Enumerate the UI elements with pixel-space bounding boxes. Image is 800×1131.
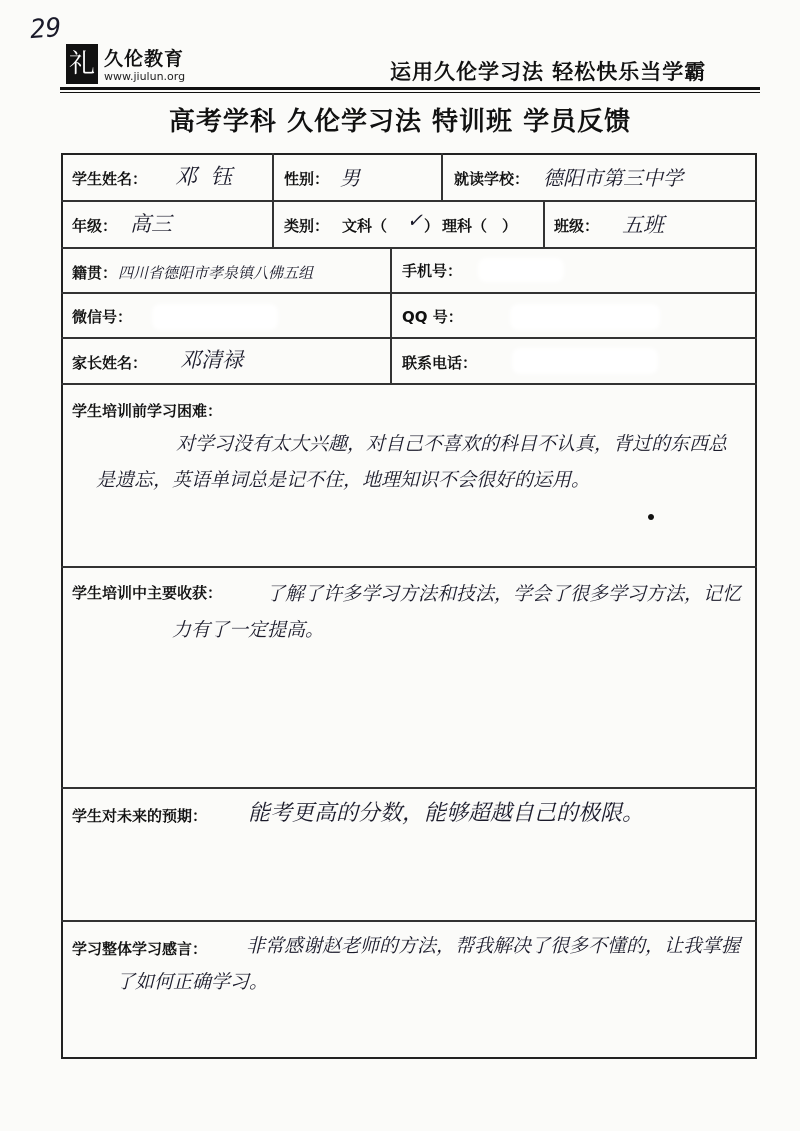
class-value: 五班 [622, 213, 664, 237]
category-liberal-checkmark: ✓ [408, 208, 422, 233]
category-label: 类别： [284, 217, 330, 235]
hometown-label: 籍贯： [72, 264, 118, 282]
brand-logo: 礼 [66, 44, 98, 84]
phone-label: 手机号： [402, 262, 463, 280]
school-label: 就读学校： [454, 170, 530, 188]
phone-redacted [478, 258, 564, 282]
wechat-redacted [152, 304, 278, 330]
row-divider [61, 292, 757, 294]
overall-text: 非常感谢赵老师的方法，帮我解决了很多不懂的，让我掌握了如何正确学习。 [116, 935, 741, 993]
future-label: 学生对未来的预期： [72, 807, 208, 825]
qq-label: QQ 号： [402, 308, 463, 326]
header-rule [60, 87, 760, 90]
col-divider [272, 200, 274, 247]
col-divider [272, 153, 274, 200]
row-divider [61, 200, 757, 202]
ink-dot [648, 514, 654, 520]
col-divider [543, 200, 545, 247]
category-liberal-option: 文科（ [342, 217, 388, 235]
row-divider [61, 247, 757, 249]
slogan: 运用久伦学习法 轻松快乐当学霸 [390, 60, 707, 84]
category-science-option: 理科（ ） [442, 217, 518, 235]
col-divider [390, 247, 392, 383]
gain-label: 学生培训中主要收获： [72, 584, 223, 602]
future-text: 能考更高的分数，能够超越自己的极限。 [248, 801, 645, 826]
parent-name-value: 邓清禄 [180, 348, 243, 372]
page-number: 29 [28, 12, 63, 46]
class-label: 班级： [554, 217, 600, 235]
brand-url: www.jiulun.org [104, 70, 186, 83]
brand-name: 久伦教育 [104, 48, 185, 70]
gender-value: 男 [340, 166, 360, 190]
page-title: 高考学科 久伦学习法 特训班 学员反馈 [168, 107, 632, 137]
row-divider [61, 787, 757, 789]
student-name-value: 邓 钰 [175, 165, 233, 190]
school-value: 德阳市第三中学 [543, 166, 683, 190]
grade-label: 年级： [72, 217, 118, 235]
student-name-label: 学生姓名： [72, 170, 148, 188]
row-divider [61, 337, 757, 339]
difficulty-text: 对学习没有太大兴趣，对自己不喜欢的科目不认真，背过的东西总是遗忘，英语单词总是记不住，地理知识不会很好的运用。 [96, 433, 728, 491]
category-liberal-close: ） [424, 217, 440, 235]
col-divider [441, 153, 443, 200]
row-divider [61, 383, 757, 385]
gender-label: 性别： [284, 170, 330, 188]
row-divider [61, 920, 757, 922]
difficulty-label: 学生培训前学习困难： [72, 402, 223, 420]
qq-redacted [510, 304, 660, 330]
header-rule-thin [60, 92, 760, 93]
grade-value: 高三 [130, 212, 172, 236]
overall-label: 学习整体学习感言： [72, 940, 208, 958]
contact-phone-redacted [512, 348, 658, 374]
gain-text: 了解了许多学习方法和技法，学会了很多学习方法，记忆力有了一定提高。 [172, 583, 742, 641]
row-divider [61, 566, 757, 568]
hometown-value: 四川省德阳市孝泉镇八佛五组 [118, 264, 314, 282]
contact-phone-label: 联系电话： [402, 354, 478, 372]
parent-name-label: 家长姓名： [72, 354, 148, 372]
wechat-label: 微信号： [72, 308, 133, 326]
